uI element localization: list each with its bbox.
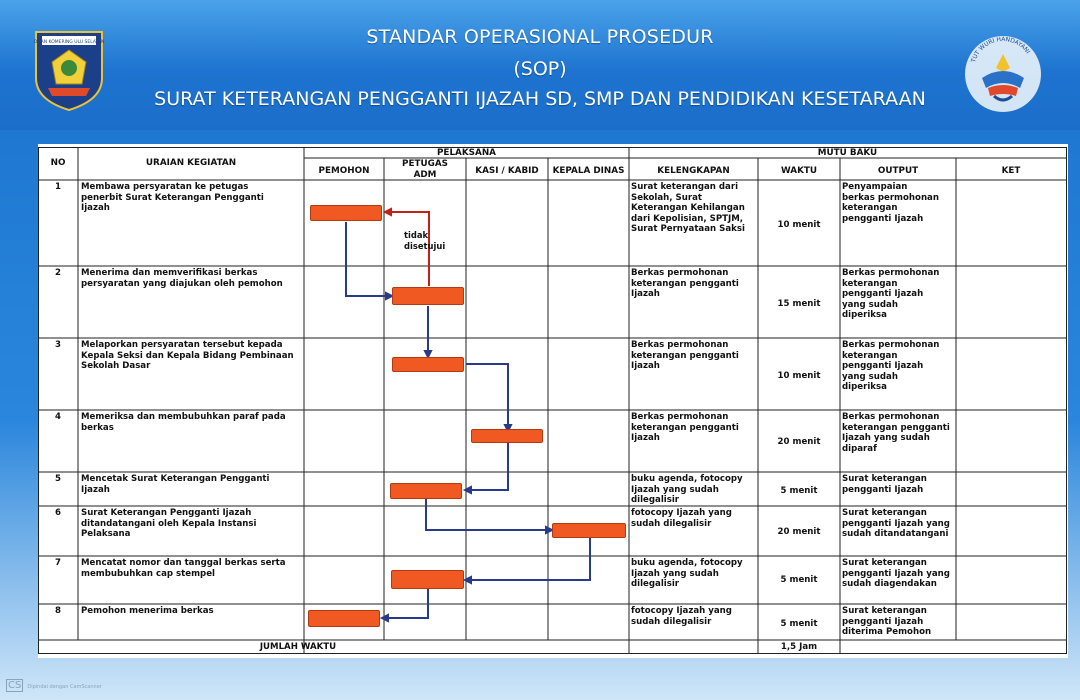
header-waktu: WAKTU (780, 166, 818, 176)
row-2-output: Berkas permohonan keterangan pengganti Ijazah yang sudah diperiksa (842, 268, 940, 321)
header-petugas: PETUGAS ADM (402, 159, 448, 180)
row-1-uraian: Membawa persyaratan ke petugas penerbit Surat Keterangan Pengganti Ijazah (81, 182, 264, 214)
scanner-caption: Dipindai dengan CamScanner (27, 684, 102, 690)
row-3-output: Berkas permohonan keterangan pengganti Ijazah yang sudah diperiksa (842, 340, 940, 393)
row-7-no: 7 (55, 558, 61, 568)
svg-text:TUT WURI HANDAYANI: TUT WURI HANDAYANI (970, 35, 1032, 64)
row-4-output: Berkas permohonan keterangan pengganti Ijazah yang sudah diparaf (842, 412, 950, 454)
header-kelengkapan: KELENGKAPAN (657, 166, 730, 176)
row-8-waktu: 5 menit (780, 619, 818, 629)
header-banner (0, 0, 1080, 130)
sop-document (38, 144, 1068, 658)
row-6-no: 6 (55, 508, 61, 518)
header-kasi: KASI / KABID (475, 166, 539, 176)
scanner-watermark (6, 680, 102, 691)
row-7-output: Surat keterangan pengganti Ijazah yang sudah diagendakan (842, 558, 950, 590)
row-6-kelengkapan: fotocopy Ijazah yang sudah dilegalisir (631, 508, 732, 529)
header-no: NO (50, 158, 66, 168)
row-5-output: Surat keterangan pengganti Ijazah (842, 474, 927, 495)
row-4-uraian: Memeriksa dan membubuhkan paraf pada berkas (81, 412, 286, 433)
process-box-8 (308, 610, 380, 627)
header-mutu-baku: MUTU BAKU (817, 148, 878, 158)
total-label: JUMLAH WAKTU (259, 642, 337, 652)
header-ket: KET (1001, 166, 1021, 176)
row-2-waktu: 15 menit (777, 299, 821, 309)
header-pelaksana: PELAKSANA (436, 148, 496, 158)
row-1-waktu: 10 menit (777, 220, 821, 230)
row-8-output: Surat keterangan pengganti Ijazah diterima Pemohon (842, 606, 932, 638)
row-1-no: 1 (55, 182, 61, 192)
process-box-1 (310, 205, 382, 221)
header-output: OUTPUT (877, 166, 919, 176)
header-pemohon: PEMOHON (318, 166, 370, 176)
row-5-waktu: 5 menit (780, 486, 818, 496)
row-2-no: 2 (55, 268, 61, 278)
row-3-uraian: Melaporkan persyaratan tersebut kepada Kepala Seksi dan Kepala Bidang Pembinaan Sekolah Dasar (81, 340, 294, 372)
row-6-waktu: 20 menit (777, 527, 821, 537)
header-kepala: KEPALA DINAS (552, 166, 625, 176)
process-box-5 (390, 483, 462, 499)
row-1-kelengkapan: Surat keterangan dari Sekolah, Surat Keterangan Kehilangan dari Kepolisian, SPTJM, Surat Pernyataan Saksi (631, 182, 745, 235)
header-uraian: URAIAN KEGIATAN (145, 158, 237, 168)
process-box-3 (392, 357, 464, 372)
row-6-output: Surat keterangan pengganti Ijazah yang sudah ditandatangani (842, 508, 950, 540)
process-box-7 (391, 570, 464, 589)
row-5-no: 5 (55, 474, 61, 484)
title-line-3: SURAT KETERANGAN PENGGANTI IJAZAH SD, SMP DAN PENDIDIKAN KESETARAAN (154, 88, 926, 110)
row-5-uraian: Mencetak Surat Keterangan Pengganti Ijazah (81, 474, 270, 495)
row-7-waktu: 5 menit (780, 575, 818, 585)
process-box-4 (471, 429, 543, 443)
title-line-1: STANDAR OPERASIONAL PROSEDUR (366, 26, 714, 48)
row-3-waktu: 10 menit (777, 371, 821, 381)
tut-wuri-handayani-logo (960, 34, 1046, 114)
row-3-kelengkapan: Berkas permohonan keterangan pengganti Ijazah (631, 340, 739, 372)
svg-text:OGAN KOMERING ULU SELATAN: OGAN KOMERING ULU SELATAN (33, 40, 105, 45)
row-8-uraian: Pemohon menerima berkas (81, 606, 214, 616)
row-7-uraian: Mencatat nomor dan tanggal berkas serta membubuhkan cap stempel (81, 558, 286, 579)
row-2-uraian: Menerima dan memverifikasi berkas persyaratan yang diajukan oleh pemohon (81, 268, 283, 289)
scanner-logo: CS (8, 680, 22, 691)
process-box-2 (392, 287, 464, 305)
row-3-no: 3 (55, 340, 61, 350)
process-box-6 (552, 523, 626, 538)
row-8-kelengkapan: fotocopy Ijazah yang sudah dilegalisir (631, 606, 732, 627)
row-6-uraian: Surat Keterangan Pengganti Ijazah ditandatangani oleh Kepala Instansi Pelaksana (81, 508, 257, 540)
row-4-no: 4 (55, 412, 61, 422)
reject-label: tidak disetujui (404, 230, 446, 251)
row-8-no: 8 (55, 606, 61, 616)
row-4-kelengkapan: Berkas permohonan keterangan pengganti Ijazah (631, 412, 739, 444)
row-2-kelengkapan: Berkas permohonan keterangan pengganti Ijazah (631, 268, 739, 300)
row-5-kelengkapan: buku agenda, fotocopy Ijazah yang sudah dilegalisir (631, 474, 743, 506)
row-7-kelengkapan: buku agenda, fotocopy Ijazah yang sudah dilegalisir (631, 558, 743, 590)
title-line-2: (SOP) (513, 58, 567, 80)
row-1-output: Penyampaian berkas permohonan keterangan pengganti Ijazah (842, 182, 939, 224)
total-value: 1,5 Jam (780, 642, 818, 652)
row-4-waktu: 20 menit (777, 437, 821, 447)
